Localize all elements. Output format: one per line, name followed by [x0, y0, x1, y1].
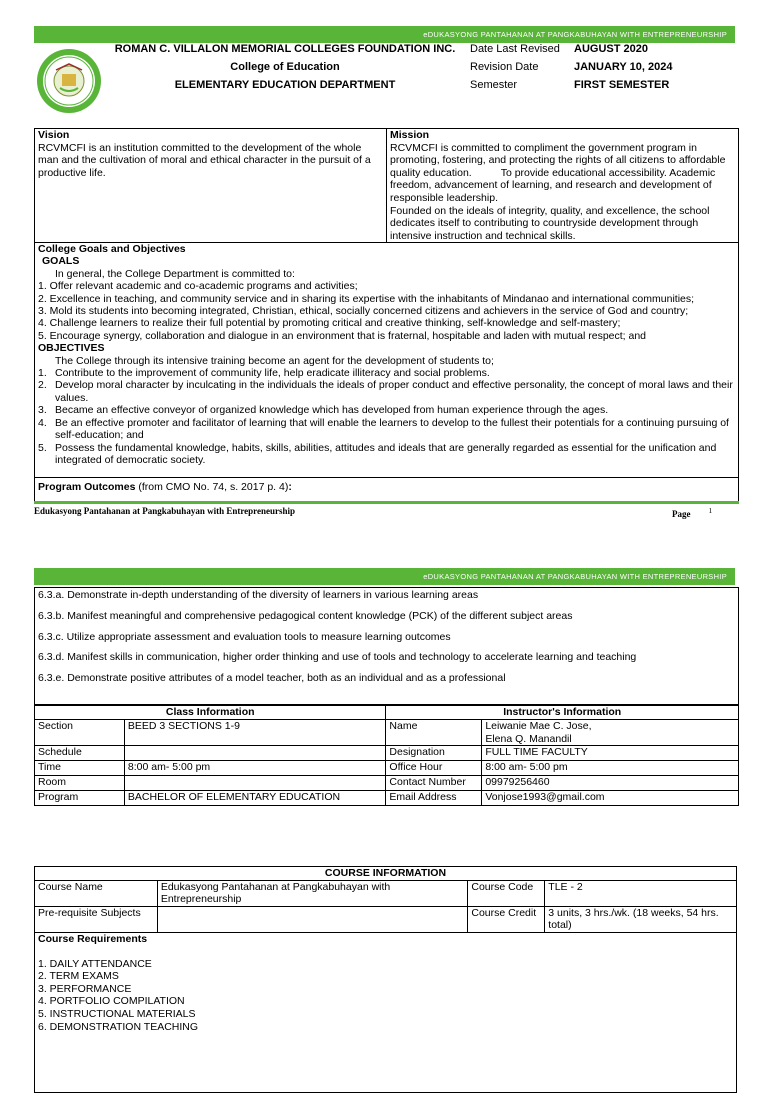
- class-field-value: 8:00 am- 5:00 pm: [124, 761, 386, 776]
- class-field-value: [124, 776, 386, 791]
- objective-item: [38, 367, 735, 379]
- objective-text: Develop moral character by inculcating in the individuals the ideals of proper conduct and effective personality, the concept of moral laws and their values.: [55, 379, 733, 404]
- table-row: [35, 746, 739, 761]
- course-information-table: [34, 866, 737, 1093]
- meta-label: Revision Date: [470, 61, 539, 73]
- class-field-value: BACHELOR OF ELEMENTARY EDUCATION: [124, 791, 386, 806]
- class-field-label: Program: [35, 791, 125, 806]
- email-link[interactable]: Vonjose1993@gmail.com: [482, 791, 739, 806]
- prerequisite-value: [157, 906, 468, 932]
- goals-section-title: College Goals and Objectives: [38, 243, 186, 255]
- table-row: [35, 906, 737, 932]
- table-row: [35, 720, 739, 746]
- mission-text: RCVMCFI is committed to compliment the government program in promoting, fostering, and protecting the rights of all citizens to affordable quality education. To provide educational accessibility. Academic freedom, advancement of learning, and research and development of responsible leadership.: [390, 141, 729, 204]
- instructor-field-label: Email Address: [386, 791, 482, 806]
- course-name-label: Course Name: [35, 880, 158, 906]
- meta-label: Date Last Revised: [470, 43, 560, 55]
- meta-row: [470, 61, 740, 79]
- footer-page-label: Page: [672, 509, 691, 519]
- header-banner-page-2: eDUKASYONG PANTAHANAN AT PANGKABUHAYAN WITH ENTREPRENEURSHIP: [34, 568, 735, 585]
- table-row: [35, 880, 737, 906]
- course-requirements-label: Course Requirements: [38, 932, 148, 945]
- objective-item: [38, 379, 735, 404]
- requirement-item: 5. INSTRUCTIONAL MATERIALS: [38, 1007, 196, 1020]
- instructor-name-1: Leiwanie Mae C. Jose,: [485, 720, 592, 732]
- vision-title: Vision: [38, 129, 70, 141]
- footer-page-number: 1: [708, 506, 713, 515]
- program-outcome-item: 6.3.b. Manifest meaningful and comprehensive pedagogical content knowledge (PCK) of the different subject areas: [38, 609, 573, 622]
- prerequisite-label: Pre-requisite Subjects: [35, 906, 158, 932]
- program-outcome-item: 6.3.d. Manifest skills in communication, higher order thinking and use of tools and technology to accelerate learning and teaching: [38, 651, 637, 664]
- goal-item: 5. Encourage synergy, collaboration and dialogue in an environment that is fraternal, hospitable and laden with mutual respect; and: [38, 329, 647, 342]
- footer-divider: [34, 501, 739, 504]
- course-credit-value: 3 units, 3 hrs./wk. (18 weeks, 54 hrs. total): [545, 906, 737, 932]
- meta-label: Semester: [470, 79, 518, 91]
- program-outcomes-heading: [35, 477, 738, 493]
- document-meta: [470, 43, 740, 97]
- school-header: [100, 43, 470, 97]
- course-info-heading: COURSE INFORMATION: [35, 867, 737, 881]
- table-row: [35, 776, 739, 791]
- instructor-field-value: 8:00 am- 5:00 pm: [482, 761, 739, 776]
- meta-value: JANUARY 10, 2024: [574, 61, 673, 73]
- objective-text: Contribute to the improvement of community life, help eradicate illiteracy and social problems.: [55, 367, 490, 380]
- instructor-field-label: Office Hour: [386, 761, 482, 776]
- class-field-label: Section: [35, 720, 125, 746]
- class-field-label: Time: [35, 761, 125, 776]
- class-field-value: BEED 3 SECTIONS 1-9: [124, 720, 386, 746]
- meta-value: AUGUST 2020: [574, 43, 648, 55]
- objective-number: 2.: [38, 379, 47, 392]
- mission-text-2: Founded on the ideals of integrity, quality, and excellence, the school dedicates itself to contributing to countryside development through intensive instruction and technical skills.: [390, 204, 710, 242]
- goal-item: 3. Mold its students into becoming integrated, Christian, ethical, socially concerned citizens and achievers in the service of God and country;: [38, 305, 689, 318]
- department-name: ELEMENTARY EDUCATION DEPARTMENT: [174, 79, 396, 91]
- instructor-field-label: Name: [386, 720, 482, 746]
- objective-number: 1.: [38, 367, 47, 380]
- header-banner: eDUKASYONG PANTAHANAN AT PANGKABUHAYAN WITH ENTREPRENEURSHIP: [34, 26, 735, 43]
- college-seal-logo: [36, 48, 102, 114]
- goal-item: 2. Excellence in teaching, and community service and in sharing its expertise with the inhabitants of Mindanao and international communities;: [38, 292, 695, 305]
- objective-number: 3.: [38, 404, 47, 417]
- instructor-field-value: 09979256460: [482, 776, 739, 791]
- program-outcome-item: 6.3.a. Demonstrate in-depth understanding of the diversity of learners in various learning areas: [38, 589, 479, 601]
- program-outcomes-colon: :: [288, 481, 292, 494]
- goal-item: 4. Challenge learners to realize their full potential by promoting critical and creative thinking, self-knowledge and self-mastery;: [38, 317, 621, 330]
- course-credit-label: Course Credit: [468, 906, 545, 932]
- course-requirements-cell: [35, 932, 737, 1092]
- goals-label: GOALS: [42, 255, 80, 268]
- meta-row: [470, 79, 740, 97]
- objective-item: [38, 417, 735, 442]
- vision-mission-table: [34, 128, 739, 243]
- course-code-label: Course Code: [468, 880, 545, 906]
- objective-number: 5.: [38, 441, 47, 454]
- instructor-name-2: Elena Q. Manandil: [485, 732, 572, 745]
- course-code-value: TLE - 2: [545, 880, 737, 906]
- requirement-item: 4. PORTFOLIO COMPILATION: [38, 995, 185, 1008]
- objective-number: 4.: [38, 416, 47, 429]
- class-field-label: Schedule: [35, 746, 125, 761]
- instructor-info-heading: Instructor's Information: [386, 706, 739, 720]
- program-outcome-item: 6.3.c. Utilize appropriate assessment and evaluation tools to measure learning outcomes: [38, 630, 451, 643]
- requirement-item: 6. DEMONSTRATION TEACHING: [38, 1020, 199, 1033]
- mission-cell: [387, 129, 739, 243]
- objective-text: Became an effective conveyor of organized knowledge which has developed from human experience through the ages.: [55, 404, 609, 417]
- goals-objectives-section: [34, 243, 739, 502]
- program-outcomes-label: Program Outcomes: [38, 481, 136, 494]
- program-outcome-item: 6.3.e. Demonstrate positive attributes of a model teacher, both as an individual and as a professional: [38, 672, 506, 685]
- program-outcomes-ref: (from CMO No. 74, s. 2017 p. 4): [135, 481, 289, 494]
- meta-value: FIRST SEMESTER: [574, 79, 670, 91]
- requirement-item: 3. PERFORMANCE: [38, 982, 132, 995]
- objectives-intro: The College through its intensive training become an agent for the development of students to;: [55, 354, 494, 367]
- objectives-label: OBJECTIVES: [38, 342, 105, 355]
- instructor-field-value: [482, 720, 739, 746]
- class-field-value: [124, 746, 386, 761]
- goal-item: 1. Offer relevant academic and co-academic programs and activities;: [38, 280, 358, 293]
- goals-intro: In general, the College Department is committed to:: [55, 267, 295, 280]
- class-info-heading: Class Information: [35, 706, 386, 720]
- school-name: ROMAN C. VILLALON MEMORIAL COLLEGES FOUNDATION INC.: [114, 43, 456, 55]
- program-outcomes-list: [34, 587, 739, 705]
- objective-text: Be an effective promoter and facilitator of learning that will enable the learners to develop to the fullest their potentials for a continuing pursuing of self-education; and: [55, 416, 729, 442]
- class-field-label: Room: [35, 776, 125, 791]
- footer-page: [672, 506, 712, 520]
- course-name-value: Edukasyong Pantahanan at Pangkabuhayan with Entrepreneurship: [157, 880, 468, 906]
- objective-item: [38, 404, 735, 416]
- instructor-field-label: Designation: [386, 746, 482, 761]
- table-row: [35, 932, 737, 1092]
- requirement-item: 2. TERM EXAMS: [38, 970, 119, 983]
- objective-item: [38, 442, 735, 467]
- instructor-field-value: FULL TIME FACULTY: [482, 746, 739, 761]
- footer-course-title: Edukasyong Pantahanan at Pangkabuhayan with Entrepreneurship: [34, 506, 295, 516]
- college-name: College of Education: [230, 61, 340, 73]
- vision-cell: [35, 129, 387, 243]
- objective-text: Possess the fundamental knowledge, habits, skills, abilities, attitudes and ideals that are generally regarded as essential for the unification and integrated of democratic society.: [55, 441, 717, 466]
- table-row: [35, 761, 739, 776]
- instructor-field-label: Contact Number: [386, 776, 482, 791]
- vision-text: RCVMCFI is an institution committed to the development of the whole man and the cultivation of moral and ethical character in the pursuit of a productive life.: [38, 141, 371, 179]
- table-row: [35, 791, 739, 806]
- meta-row: [470, 43, 740, 61]
- mission-title: Mission: [390, 129, 430, 141]
- requirement-item: 1. DAILY ATTENDANCE: [38, 957, 152, 970]
- class-instructor-table: [34, 705, 739, 806]
